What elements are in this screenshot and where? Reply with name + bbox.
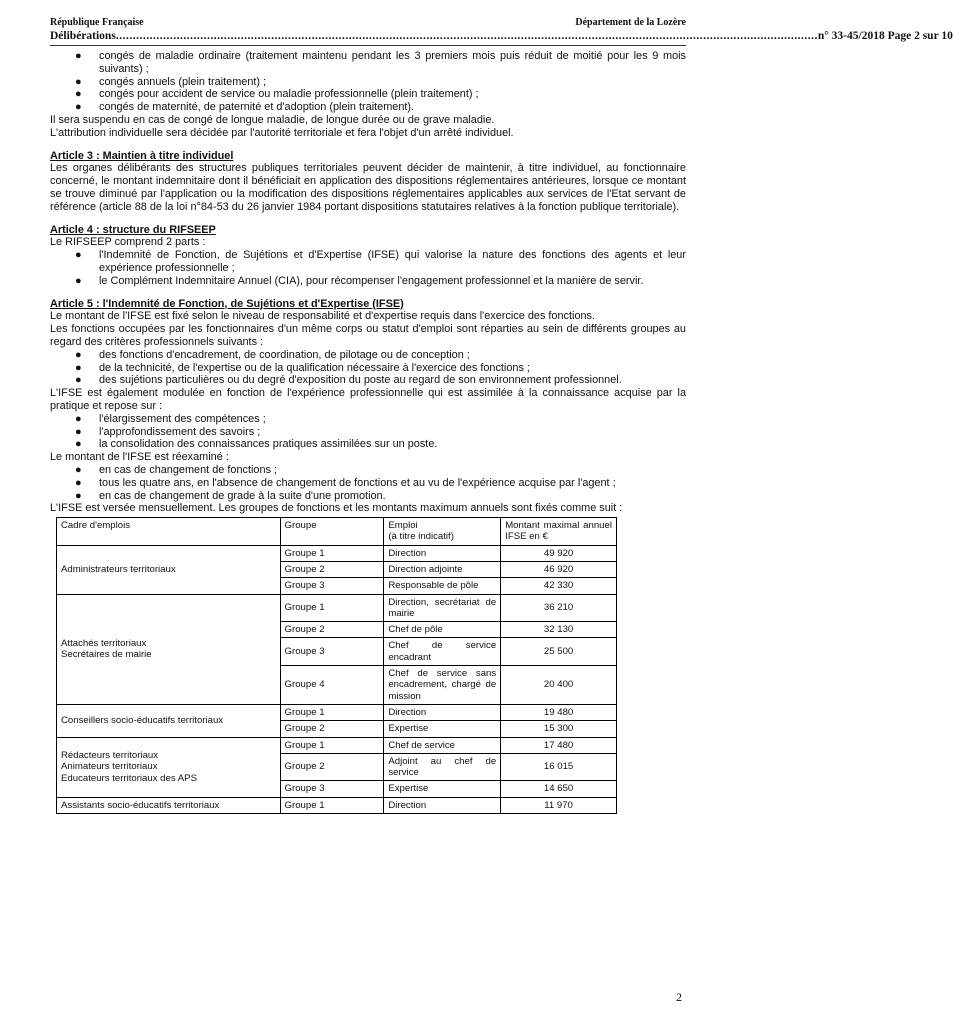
montant-cell: 42 330	[501, 578, 617, 594]
page-number: 2	[676, 990, 682, 1004]
header-left: République Française	[50, 17, 144, 28]
groupe-cell: Groupe 1	[280, 704, 384, 720]
montant-cell: 14 650	[501, 781, 617, 797]
header-rule	[50, 45, 686, 46]
emploi-cell: Responsable de pôle	[384, 578, 501, 594]
montant-cell: 32 130	[501, 622, 617, 638]
emploi-cell: Chef de service encadrant	[384, 638, 501, 666]
montant-cell: 19 480	[501, 704, 617, 720]
table-header-row	[57, 518, 617, 546]
list-item: ● en cas de changement de fonctions ;	[75, 463, 277, 476]
bullet-icon: ●	[75, 489, 82, 502]
list-item: ● de la technicité, de l'expertise ou de la qualification nécessaire à l'exercice des fonctions ;	[75, 361, 530, 374]
emploi-cell: Direction adjointe	[384, 561, 501, 577]
list-item: ● congés annuels (plein traitement) ;	[75, 75, 267, 88]
article-4-bullet-list	[50, 249, 686, 287]
bullet-icon: ●	[75, 412, 82, 425]
montant-cell: 17 480	[501, 737, 617, 753]
article-4-text: Le RIFSEEP comprend 2 parts :	[50, 236, 206, 249]
groupe-cell: Groupe 2	[280, 622, 384, 638]
groupe-cell: Groupe 3	[280, 638, 384, 666]
table-row	[57, 797, 617, 813]
bullet-icon: ●	[75, 101, 82, 114]
bullet-icon: ●	[75, 88, 82, 101]
list-item: ● des fonctions d'encadrement, de coordination, de pilotage ou de conception ;	[75, 348, 470, 361]
cadre-cell: Administrateurs territoriaux	[57, 545, 281, 594]
groupe-cell: Groupe 1	[280, 545, 384, 561]
cadre-cell: Rédacteurs territoriaux Animateurs territoriaux Educateurs territoriaux des APS	[57, 737, 281, 797]
paragraph: Les fonctions occupées par les fonctionnaires d'un même corps ou statut d'emploi sont réparties au sein de différents groupes au regard des critères professionnels suivants :	[50, 323, 686, 348]
montant-cell: 20 400	[501, 666, 617, 705]
article-3-title: Article 3 : Maintien à titre individuel	[50, 149, 234, 162]
list-item: ● congés pour accident de service ou maladie professionnelle (plein traitement) ;	[75, 88, 479, 101]
emploi-cell: Direction	[384, 797, 501, 813]
groupe-cell: Groupe 3	[280, 781, 384, 797]
bullet-icon: ●	[75, 249, 82, 262]
col-header-cadre: Cadre d'emplois	[57, 518, 281, 546]
bullet-icon: ●	[75, 425, 82, 438]
cadre-cell: Assistants socio-éducatifs territoriaux	[57, 797, 281, 813]
article-4-title: Article 4 : structure du RIFSEEP	[50, 223, 216, 236]
groupe-cell: Groupe 2	[280, 753, 384, 781]
emploi-cell: Chef de pôle	[384, 622, 501, 638]
montant-cell: 15 300	[501, 721, 617, 737]
bullet-icon: ●	[75, 374, 82, 387]
list-item: ● congés de maternité, de paternité et d'adoption (plein traitement).	[75, 101, 415, 114]
criteria-bullet-list	[50, 349, 686, 387]
montant-cell: 46 920	[501, 561, 617, 577]
article-5-title: Article 5 : l'Indemnité de Fonction, de Sujétions et d'Expertise (IFSE)	[50, 297, 404, 310]
bullet-icon: ●	[75, 274, 82, 287]
col-header-montant: Montant maximal annuel IFSE en €	[501, 518, 617, 546]
col-header-groupe: Groupe	[280, 518, 384, 546]
groupe-cell: Groupe 1	[280, 797, 384, 813]
emploi-cell: Expertise	[384, 721, 501, 737]
header-title-row	[50, 30, 953, 42]
table-row	[57, 704, 617, 720]
montant-cell: 11 970	[501, 797, 617, 813]
groupe-cell: Groupe 2	[280, 721, 384, 737]
cadre-cell: Attachés territoriaux Secrétaires de mairie	[57, 594, 281, 704]
bullet-icon: ●	[75, 476, 82, 489]
ifse-table	[56, 517, 617, 814]
header-ref: n° 33-45/2018 Page 2 sur 10	[817, 30, 953, 42]
list-item: ● tous les quatre ans, en l'absence de changement de fonctions et au vu de l'expérience acquise par l'agent ;	[75, 476, 616, 489]
intro-bullet-list	[50, 50, 686, 114]
bullet-icon: ●	[75, 50, 82, 62]
paragraph: Il sera suspendu en cas de congé de longue maladie, de longue durée ou de grave maladie.	[50, 113, 495, 126]
emploi-cell: Chef de service	[384, 737, 501, 753]
groupe-cell: Groupe 1	[280, 737, 384, 753]
emploi-cell: Adjoint au chef de service	[384, 753, 501, 781]
table-row	[57, 545, 617, 561]
paragraph: Le montant de l'IFSE est fixé selon le niveau de responsabilité et d'expertise requis dans l'exercice des fonctions.	[50, 310, 596, 323]
experience-bullet-list	[50, 413, 686, 451]
paragraph: Le montant de l'IFSE est réexaminé :	[50, 451, 229, 464]
list-item: ● l'Indemnité de Fonction, de Sujétions et d'Expertise (IFSE) qui valorise la nature des fonctions des agents et leur expérience professionnelle ;	[75, 249, 686, 274]
bullet-icon: ●	[75, 348, 82, 361]
groupe-cell: Groupe 3	[280, 578, 384, 594]
header-dots: ................................................................................................................................................................................................................	[115, 30, 818, 42]
list-item: ● des sujétions particulières ou du degré d'exposition du poste au regard de son environnement professionnel.	[75, 374, 622, 387]
page-content	[50, 50, 686, 814]
bullet-icon: ●	[75, 361, 82, 374]
review-bullet-list	[50, 464, 686, 502]
list-item: ● l'approfondissement des savoirs ;	[75, 425, 261, 438]
emploi-cell: Direction	[384, 545, 501, 561]
paragraph: L'attribution individuelle sera décidée par l'autorité territoriale et fera l'objet d'un arrêté individuel.	[50, 126, 514, 139]
list-item: ● l'élargissement des compétences ;	[75, 412, 266, 425]
bullet-icon: ●	[75, 463, 82, 476]
montant-cell: 25 500	[501, 638, 617, 666]
table-row	[57, 594, 617, 622]
list-item: ● en cas de changement de grade à la suite d'une promotion.	[75, 489, 386, 502]
table-row	[57, 737, 617, 753]
list-item: ● la consolidation des connaissances pratiques assimilées sur un poste.	[75, 438, 438, 451]
list-item: ● le Complément Indemnitaire Annuel (CIA), pour récompenser l'engagement professionnel et la manière de servir.	[75, 274, 644, 287]
cadre-cell: Conseillers socio-éducatifs territoriaux	[57, 704, 281, 737]
bullet-icon: ●	[75, 75, 82, 88]
header-right: Département de la Lozère	[575, 17, 686, 28]
groupe-cell: Groupe 1	[280, 594, 384, 622]
list-item: ● congés de maladie ordinaire (traitement maintenu pendant les 3 premiers mois puis réduit de moitié pour les 9 mois suivants) ;	[75, 50, 686, 75]
paragraph: L'IFSE est versée mensuellement. Les groupes de fonctions et les montants maximum annuels sont fixés comme suit :	[50, 502, 623, 515]
emploi-cell: Direction, secrétariat de mairie	[384, 594, 501, 622]
montant-cell: 36 210	[501, 594, 617, 622]
emploi-cell: Expertise	[384, 781, 501, 797]
montant-cell: 49 920	[501, 545, 617, 561]
emploi-cell: Direction	[384, 704, 501, 720]
header-title: Délibérations	[50, 30, 116, 42]
groupe-cell: Groupe 2	[280, 561, 384, 577]
article-3-text: Les organes délibérants des structures publiques territoriales peuvent décider de maintenir, à titre individuel, au fonctionnaire concerné, le montant indemnitaire dont il bénéficiait en application des dispositions réglementaires antérieures, lorsque ce montant se trouve diminué par l'application ou la modification des dispositions réglementaires applicables aux services de l'Etat servant de référence (article 88 de la loi n°84-53 du 26 janvier 1984 portant dispositions statutaires relatives à la fonction publique territoriale).	[50, 162, 686, 213]
groupe-cell: Groupe 4	[280, 666, 384, 705]
bullet-icon: ●	[75, 438, 82, 451]
col-header-emploi: Emploi (à titre indicatif)	[384, 518, 501, 546]
montant-cell: 16 015	[501, 753, 617, 781]
emploi-cell: Chef de service sans encadrement, chargé de mission	[384, 666, 501, 705]
paragraph: L'IFSE est également modulée en fonction de l'expérience professionnelle qui est assimilée à la connaissance acquise par la pratique et repose sur :	[50, 387, 686, 412]
